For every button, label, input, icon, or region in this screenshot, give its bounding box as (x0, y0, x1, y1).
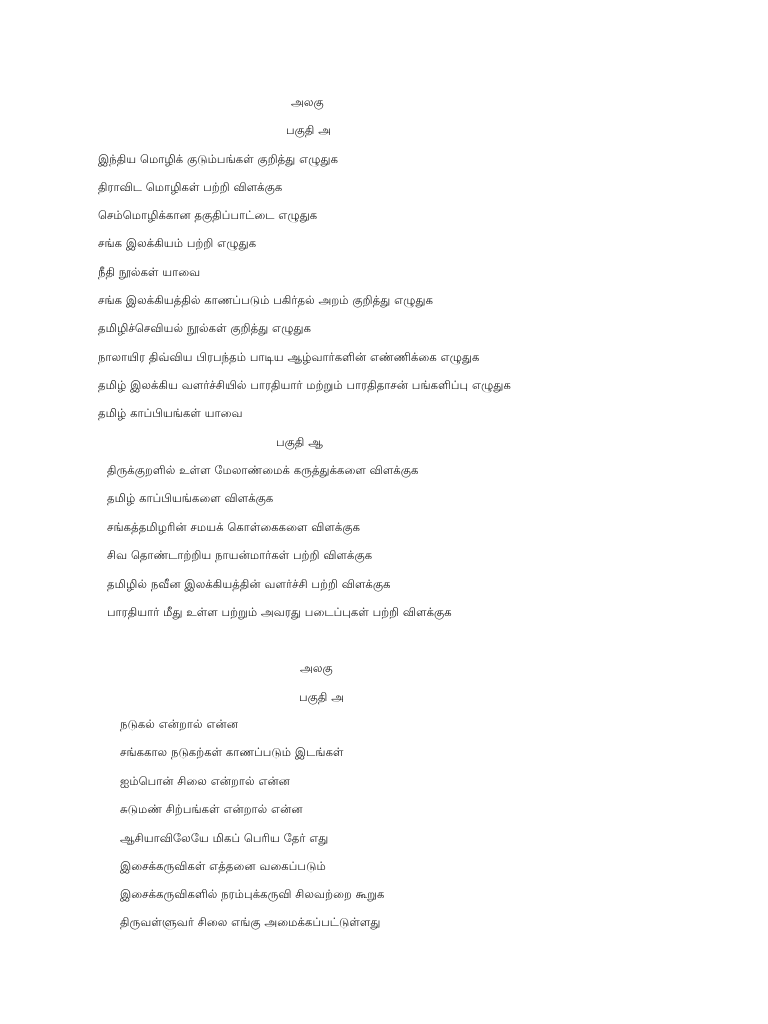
unit2-a-item-8: திருவள்ளுவர் சிலை எங்கு அமைக்கப்பட்டுள்ளது (120, 915, 381, 929)
unit2-a-item-2: சங்ககால நடுகற்கள் காணப்படும் இடங்கள் (120, 745, 344, 759)
unit1-a-item-3: செம்மொழிக்கான தகுதிப்பாட்டை எழுதுக (98, 208, 318, 222)
unit1-a-item-8: நாலாயிர திவ்விய பிரபந்தம் பாடிய ஆழ்வார்களின் எண்ணிக்கை எழுதுக (98, 350, 480, 364)
unit1-aa-item-6: பாரதியார் மீது உள்ள பற்றும் அவரது படைப்புகள் பற்றி விளக்குக (107, 605, 452, 619)
unit2-a-item-3: ஐம்பொன் சிலை என்றால் என்ன (120, 774, 290, 788)
unit2-a-item-1: நடுகல் என்றால் என்ன (120, 717, 238, 731)
unit1-a-item-2: திராவிட மொழிகள் பற்றி விளக்குக (98, 180, 283, 194)
unit1-section-a-heading: பகுதி அ (286, 123, 332, 137)
unit1-title: அலகு (291, 95, 324, 109)
unit1-a-item-1: இந்திய மொழிக் குடும்பங்கள் குறித்து எழுதுக (98, 152, 339, 166)
unit1-a-item-5: நீதி நூல்கள் யாவை (98, 265, 201, 279)
unit1-aa-item-4: சிவ தொண்டாற்றிய நாயன்மார்கள் பற்றி விளக்குக (107, 548, 373, 562)
unit1-a-item-4: சங்க இலக்கியம் பற்றி எழுதுக (98, 236, 257, 250)
unit1-aa-item-5: தமிழில் நவீன இலக்கியத்தின் வளர்ச்சி பற்றி விளக்குக (107, 577, 391, 591)
unit1-a-item-9: தமிழ் இலக்கிய வளர்ச்சியில் பாரதியார் மற்றும் பாரதிதாசன் பங்களிப்பு எழுதுக (98, 378, 511, 392)
unit1-aa-item-3: சங்கத்தமிழரின் சமயக் கொள்கைகளை விளக்குக (107, 520, 361, 534)
unit2-title: அலகு (300, 661, 333, 675)
unit2-section-a-heading: பகுதி அ (299, 690, 345, 704)
unit2-a-item-6: இசைக்கருவிகள் எத்தனை வகைப்படும் (120, 859, 326, 873)
unit1-a-item-10: தமிழ் காப்பியங்கள் யாவை (98, 406, 243, 420)
unit1-aa-item-2: தமிழ் காப்பியங்களை விளக்குக (107, 491, 274, 505)
unit1-aa-item-1: திருக்குறளில் உள்ள மேலாண்மைக் கருத்துக்களை விளக்குக (107, 463, 419, 477)
unit1-a-item-6: சங்க இலக்கியத்தில் காணப்படும் பகிர்தல் அறம் குறித்து எழுதுக (98, 293, 434, 307)
unit2-a-item-5: ஆசியாவிலேயே மிகப் பெரிய தேர் எது (120, 831, 329, 845)
unit2-a-item-7: இசைக்கருவிகளில் நரம்புக்கருவி சிலவற்றை கூறுக (120, 887, 385, 901)
unit1-a-item-7: தமிழிச்செவியல் நூல்கள் குறித்து எழுதுக (98, 321, 312, 335)
unit2-a-item-4: சுடுமண் சிற்பங்கள் என்றால் என்ன (120, 802, 303, 816)
unit1-section-aa-heading: பகுதி ஆ (276, 435, 323, 449)
